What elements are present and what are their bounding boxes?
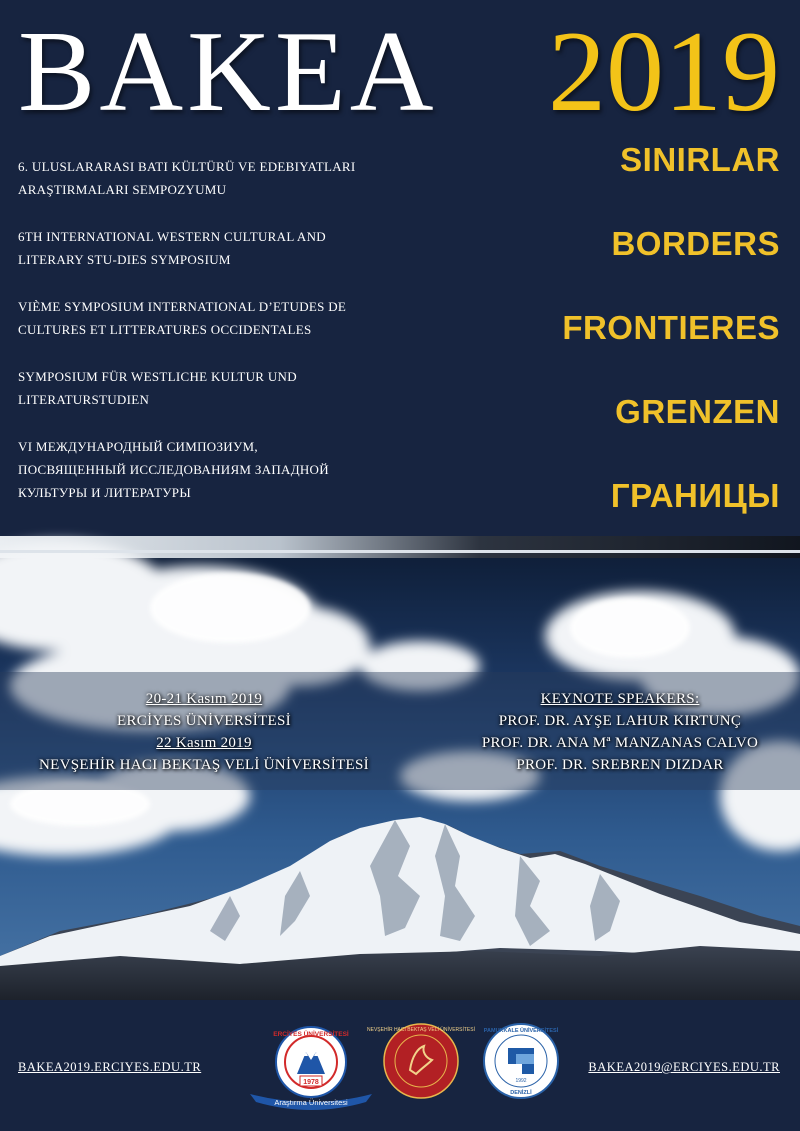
- theme-word-russian: ГРАНИЦЫ: [610, 477, 780, 514]
- keynote-speaker: PROF. DR. SREBREN DIZDAR: [516, 757, 724, 773]
- event-info: [14, 688, 394, 776]
- symposium-name-line: 6TH INTERNATIONAL WESTERN CULTURAL AND: [18, 229, 326, 244]
- divider-line: [0, 550, 800, 553]
- symposium-name-line: SYMPOSIUM FÜR WESTLICHE KULTUR UND: [18, 369, 297, 384]
- erciyes-name: ERCİYES ÜNİVERSİTESİ: [273, 1031, 349, 1038]
- erciyes-university-logo: [246, 1024, 376, 1108]
- symposium-name-russian: [18, 435, 398, 504]
- symposium-name-line: VIÈME SYMPOSIUM INTERNATIONAL D’ETUDES DE: [18, 299, 347, 314]
- keynote-speaker: PROF. DR. ANA Mª MANZANAS CALVO: [481, 735, 759, 751]
- symposium-name-line: ARAŞTIRMALARI SEMPOZYUMU: [18, 182, 227, 197]
- theme-word-english: BORDERS: [611, 225, 780, 262]
- symposium-name-french: [18, 295, 398, 341]
- symposium-name-line: VI МЕЖДУНАРОДНЫЙ СИМПОЗИУМ,: [18, 439, 258, 454]
- symposium-name-line: LITERARY STU-DIES SYMPOSIUM: [18, 252, 231, 267]
- symposium-name-line: LITERATURSTUDIEN: [18, 392, 150, 407]
- erciyes-banner: Araştırma Üniversitesi: [274, 1098, 348, 1107]
- theme-word-turkish: SINIRLAR: [620, 141, 780, 178]
- nevsehir-name: NEVŞEHİR HACI BEKTAŞ VELİ ÜNİVERSİTESİ: [367, 1027, 475, 1033]
- theme-words: [562, 140, 780, 560]
- pamukkale-year: 1992: [515, 1078, 527, 1084]
- title-main: BAKEA: [18, 8, 438, 136]
- event-venue-1: ERCİYES ÜNİVERSİTESİ: [117, 713, 291, 729]
- pamukkale-city: DENİZLİ: [510, 1090, 532, 1096]
- theme-word-french: FRONTIERES: [562, 309, 780, 346]
- theme-word-german: GRENZEN: [615, 393, 780, 430]
- symposium-name-line: 6. ULUSLARARASI BATI KÜLTÜRÜ VE EDEBIYATLARI: [18, 159, 356, 174]
- symposium-name-turkish: [18, 155, 398, 201]
- symposium-name-english: [18, 225, 398, 271]
- nevsehir-university-logo: [367, 1022, 475, 1100]
- symposium-name-line: ПОСВЯЩЕННЫЙ ИССЛЕДОВАНИЯМ ЗАПАДНОЙ: [18, 462, 329, 477]
- symposium-name-line: КУЛЬТУРЫ И ЛИТЕРАТУРЫ: [18, 485, 191, 500]
- email-link[interactable]: BAKEA2019@ERCIYES.EDU.TR: [588, 1060, 780, 1074]
- symposium-names: [18, 155, 398, 528]
- event-dates-2: 22 Kasım 2019: [156, 735, 252, 751]
- pamukkale-name: PAMUKKALE ÜNİVERSİTESİ: [483, 1028, 559, 1034]
- pamukkale-university-logo: [482, 1022, 560, 1102]
- keynote-speakers: [450, 688, 790, 776]
- website-link[interactable]: BAKEA2019.ERCIYES.EDU.TR: [18, 1060, 202, 1074]
- event-venue-2: NEVŞEHİR HACI BEKTAŞ VELİ ÜNİVERSİTESİ: [39, 757, 369, 773]
- erciyes-year: 1978: [303, 1079, 319, 1086]
- keynote-heading: KEYNOTE SPEAKERS:: [540, 691, 700, 707]
- symposium-name-german: [18, 365, 398, 411]
- keynote-speaker: PROF. DR. AYŞE LAHUR KIRTUNÇ: [498, 713, 742, 729]
- symposium-name-line: CULTURES ET LITTERATURES OCCIDENTALES: [18, 322, 312, 337]
- event-dates-1: 20-21 Kasım 2019: [145, 691, 263, 707]
- title-year: 2019: [548, 8, 780, 136]
